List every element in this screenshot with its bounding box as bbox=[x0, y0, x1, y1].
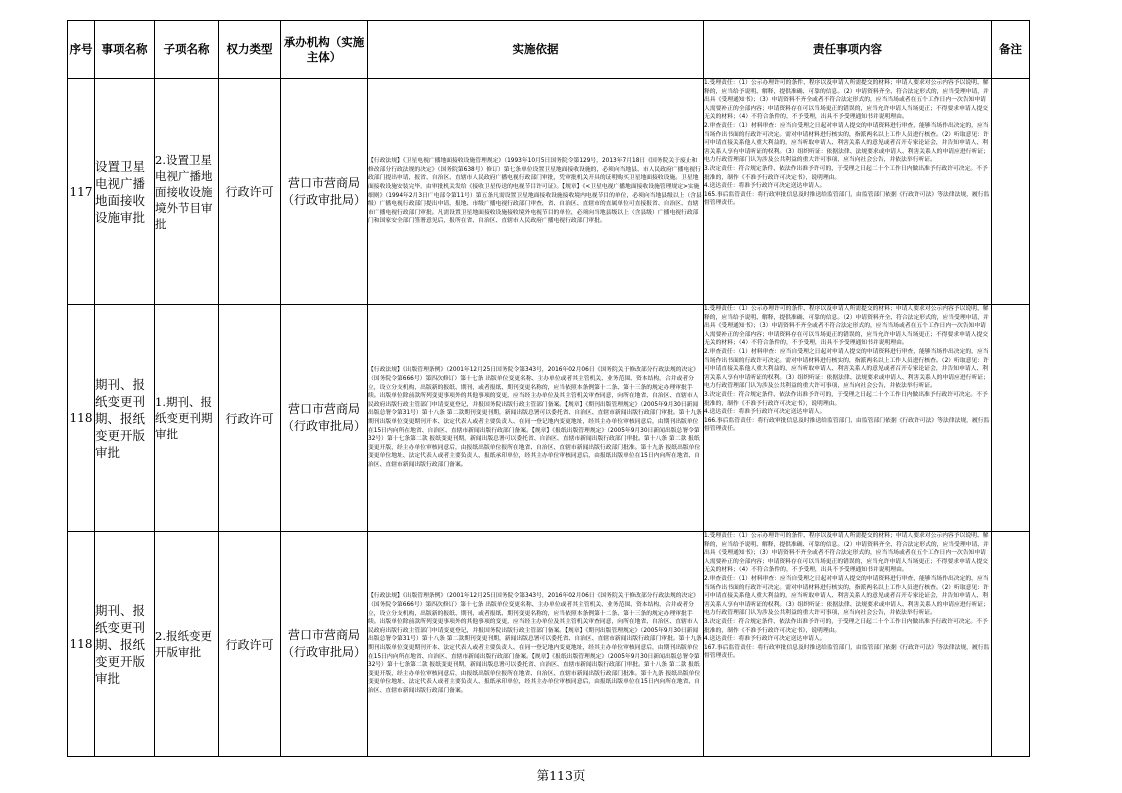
row-power-type: 行政许可 bbox=[219, 305, 281, 532]
row-sub-item: 2.报纸变更开版审批 bbox=[155, 532, 219, 757]
row-item-name: 期刊、报纸变更刊期、报纸变更开版审批 bbox=[95, 305, 155, 532]
row-basis: 【行政法规】《卫星电视广播地面接收设施管理规定》（1993年10月5日国务院令第129号，2013年7月18日《国务院关于废止和修改部分行政法规的决定》（国务院第638号）修订）第七条单位设置卫星地面接收设施的，必须向当地县、市人民政府广播电视行政部门提出申请，报省、自治区、直辖市人民政府广播电视行政部门审批，凭审批机关开具的证明购买卫星地面接收设施。卫星地面接收设施安装完毕，由审批机关发给《接收卫星传送的电视节目许可证》。【规章】《<卫星电视广播地面接收设施管理规定>实施细则》（1994年2月3日广电部令第11号）第五条凡需设置卫星地面接收设施接收境内电视节目的单位，必须向当地县级以上（含县级）广播电视行政部门提出申请，报地、市级广播电视行政部门审查，省、自治区、直辖市的直属单位可直接报省、自治区、直辖市广播电视行政部门审批。凡需设置卫星地面接收设施接收境外电视节目的单位，必须向当地县级以上（含县级）广播电视行政部门和国家安全部门签署意见后，报所在省、自治区、直辖市人民政府广播电视行政部门审批。 bbox=[368, 158, 702, 225]
row-sub-item: 2.设置卫星电视广播地面接收设施境外节目审批 bbox=[155, 79, 219, 305]
row-basis-cell bbox=[368, 305, 704, 532]
header-sub-item: 子项名称 bbox=[155, 21, 219, 79]
row-basis: 【行政法规】《出版管理条例》（2001年12月25日国务院令第343号，2016年02月06日《国务院关于修改部分行政法规的决定》（国务院令第666号）第四次修订）第十七条 出版单位变更名称、主办单位或者其主管机关、业务范围、资本结构，合并或者分立，设立分支机构，出版新的报纸、期刊，或者报纸、期刊变更名称的，应当依照本条例第十二条、第十三条的规定办理审批手续。出版单位除前款所列变更事项外的其他事项的变更，应当经主办单位及其主管机关审查同意，向所在地省、自治区、直辖市人民政府出版行政主管部门申请变更登记，并报国务院出版行政主管部门备案。【规章】《期刊出版管理规定》（2005年9月30日新闻出版总署令第31号）第十八条 第二款期刊变更刊期，新闻出版总署可以委托省、自治区、直辖市新闻出版行政部门审批。第十九条 期刊出版单位变更期刊开本、法定代表人或者主要负责人、在同一登记地内变更地址，经其主办单位审核同意后，由期刊出版单位在15日内向所在地省、自治区、直辖市新闻出版行政部门备案。【规章】《报纸出版管理规定》（2005年9月30日新闻出版总署令第32号）第十七条第二款 报纸变更刊期，新闻出版总署可以委托省、自治区、直辖市新闻出版行政部门审批。第十八条 第二款 报纸变更开版，经主办单位审核同意后，由报纸出版单位报所在地省、自治区、直辖市新闻出版行政部门批准。第十九条 报纸出版单位变更单位地址、法定代表人或者主要负责人、报纸承印单位，经其主办单位审核同意后，由报纸出版单位在15日内向所在地省、自治区、直辖市新闻出版行政部门备案。 bbox=[368, 593, 704, 694]
row-org: 营口市营商局（行政审批局） bbox=[281, 532, 368, 757]
permission-table bbox=[67, 20, 1030, 757]
row-power-type: 行政许可 bbox=[219, 79, 281, 305]
row-seq: 118 bbox=[68, 305, 95, 532]
row-basis: 【行政法规】《出版管理条例》（2001年12月25日国务院令第343号，2016年02月06日《国务院关于修改部分行政法规的决定》（国务院令第666号）第四次修订）第十七条 出版单位变更名称、主办单位或者其主管机关、业务范围、资本结构，合并或者分立，设立分支机构，出版新的报纸、期刊，或者报纸、期刊变更名称的，应当依照本条例第十二条、第十三条的规定办理审批手续。出版单位除前款所列变更事项外的其他事项的变更，应当经主办单位及其主管机关审查同意，向所在地省、自治区、直辖市人民政府出版行政主管部门申请变更登记，并报国务院出版行政主管部门备案。【规章】《期刊出版管理规定》（2005年9月30日新闻出版总署令第31号）第十八条 第二款期刊变更刊期，新闻出版总署可以委托省、自治区、直辖市新闻出版行政部门审批。第十九条 期刊出版单位变更期刊开本、法定代表人或者主要负责人、在同一登记地内变更地址，经其主办单位审核同意后，由期刊出版单位在15日内向所在地省、自治区、直辖市新闻出版行政部门备案。【规章】《报纸出版管理规定》（2005年9月30日新闻出版总署令第32号）第十七条第二款 报纸变更刊期，新闻出版总署可以委托省、自治区、直辖市新闻出版行政部门审批。第十八条 第二款 报纸变更开版，经主办单位审核同意后，由报纸出版单位报所在地省、自治区、直辖市新闻出版行政部门批准。第十九条 报纸出版单位变更单位地址、法定代表人或者主要负责人、报纸承印单位，经其主办单位审核同意后，由报纸出版单位在15日内向所在地省、自治区、直辖市新闻出版行政部门备案。 bbox=[368, 367, 704, 468]
header-basis: 实施依据 bbox=[368, 21, 704, 79]
header-seq: 序号 bbox=[68, 21, 95, 79]
header-item-name: 事项名称 bbox=[95, 21, 155, 79]
row-seq: 118 bbox=[68, 532, 95, 757]
row-responsibility-cell bbox=[704, 305, 992, 532]
row-basis-cell bbox=[368, 79, 704, 305]
page-number: 第113页 bbox=[536, 768, 586, 783]
row-item-name: 期刊、报纸变更刊期、报纸变更开版审批 bbox=[95, 532, 155, 757]
header-note: 备注 bbox=[992, 21, 1030, 79]
header-responsibility: 责任事项内容 bbox=[704, 21, 992, 79]
header-org: 承办机构（实施主体） bbox=[281, 21, 368, 79]
row-basis-cell bbox=[368, 532, 704, 757]
row-item-name: 设置卫星电视广播地面接收设施审批 bbox=[95, 79, 155, 305]
row-org: 营口市营商局（行政审批局） bbox=[281, 305, 368, 532]
table-row bbox=[68, 305, 1030, 532]
row-responsibility: 1.受理责任：（1）公示办理许可的条件、程序以及申请人所需提交的材料；申请人要求对公示内容予以说明、解释的，应当给予说明、解释，提供准确、可靠的信息。（2）申请资料齐全、符合法定形式的，应当受理申请，并出具《受理通知书》；（3）申请资料不齐全或者不符合法定形式的，应当当场或者在五个工作日内一次告知申请人需要补正的全部内容；申请资料存在可以当场更正的错误的，应当允许申请人当场更正；不得要求申请人提交无关的材料；（4）不符合条件的，不予受理，出具不予受理通知书并说明理由。 2.审查责任：（1）材料审查：应当自受理之日起对申请人提交的申请资料进行审查，能够当场作出决定的，应当当场作出书面的行政许可决定。需对申请材料进行核实的，指派两名以上工作人员进行核查。（2）听取意见：许可申请直接关系他人重大利益的，应当听取申请人、利害关系人的意见或者召开专家论证会，并告知申请人、利害关系人享有申请听证的权利。（3）组织听证：依据法律、法规要求或申请人、利害关系人的申请应进行听证；电力行政管理部门认为涉及公共利益的重大许可事项，应当向社会公告，并依法举行听证。 3.决定责任：符合规定条件、依法作出准予许可的，于受理之日起二十个工作日内做出准予行政许可决定。不予批准的，制作《不准予行政许可决定书》，说明理由。 4.送达责任：将准予行政许可决定送达申请人。 165.事后监管责任：将行政审批信息及时推送给监管部门，由监管部门依据《行政许可法》等法律法规，履行监督管理责任。 bbox=[704, 80, 990, 207]
header-row bbox=[68, 21, 1030, 79]
row-power-type: 行政许可 bbox=[219, 532, 281, 757]
table-row bbox=[68, 532, 1030, 757]
row-responsibility: 1.受理责任：（1）公示办理许可的条件、程序以及申请人所需提交的材料；申请人要求对公示内容予以说明、解释的，应当给予说明、解释，提供准确、可靠的信息。（2）申请资料齐全、符合法定形式的，应当受理申请，并出具《受理通知书》；（3）申请资料不齐全或者不符合法定形式的，应当当场或者在五个工作日内一次告知申请人需要补正的全部内容；申请资料存在可以当场更正的错误的，应当允许申请人当场更正；不得要求申请人提交无关的材料；（4）不符合条件的，不予受理，出具不予受理通知书并说明理由。 2.审查责任：（1）材料审查：应当自受理之日起对申请人提交的申请资料进行审查，能够当场作出决定的，应当当场作出书面的行政许可决定。需对申请材料进行核实的，指派两名以上工作人员进行核查。（2）听取意见：许可申请直接关系他人重大利益的，应当听取申请人、利害关系人的意见或者召开专家论证会，并告知申请人、利害关系人享有申请听证的权利。（3）组织听证：依据法律、法规要求或申请人、利害关系人的申请应进行听证；电力行政管理部门认为涉及公共利益的重大许可事项，应当向社会公告，并依法举行听证。 3.决定责任：符合规定条件、依法作出准予许可的，于受理之日起二十个工作日内做出准予行政许可决定。不予批准的，制作《不准予行政许可决定书》，说明理由。 4.送达责任：将准予行政许可决定送达申请人。 167.事后监管责任：将行政审批信息及时推送给监管部门，由监管部门依据《行政许可法》等法律法规，履行监督管理责任。 bbox=[704, 533, 990, 660]
row-seq: 117 bbox=[68, 79, 95, 305]
row-note bbox=[992, 532, 1030, 757]
row-org: 营口市营商局（行政审批局） bbox=[281, 79, 368, 305]
row-responsibility-cell bbox=[704, 532, 992, 757]
row-note bbox=[992, 79, 1030, 305]
row-responsibility: 1.受理责任：（1）公示办理许可的条件、程序以及申请人所需提交的材料；申请人要求对公示内容予以说明、解释的，应当给予说明、解释，提供准确、可靠的信息。（2）申请资料齐全、符合法定形式的，应当受理申请，并出具《受理通知书》；（3）申请资料不齐全或者不符合法定形式的，应当当场或者在五个工作日内一次告知申请人需要补正的全部内容；申请资料存在可以当场更正的错误的，应当允许申请人当场更正；不得要求申请人提交无关的材料；（4）不符合条件的，不予受理，出具不予受理通知书并说明理由。 2.审查责任：（1）材料审查：应当自受理之日起对申请人提交的申请资料进行审查，能够当场作出决定的，应当当场作出书面的行政许可决定。需对申请材料进行核实的，指派两名以上工作人员进行核查。（2）听取意见：许可申请直接关系他人重大利益的，应当听取申请人、利害关系人的意见或者召开专家论证会，并告知申请人、利害关系人享有申请听证的权利。（3）组织听证：依据法律、法规要求或申请人、利害关系人的申请应进行听证；电力行政管理部门认为涉及公共利益的重大许可事项，应当向社会公告，并依法举行听证。 3.决定责任：符合规定条件、依法作出准予许可的，于受理之日起二十个工作日内做出准予行政许可决定。不予批准的，制作《不准予行政许可决定书》，说明理由。 4.送达责任：将准予行政许可决定送达申请人。 166.事后监管责任：将行政审批信息及时推送给监管部门，由监管部门依据《行政许可法》等法律法规，履行监督管理责任。 bbox=[704, 306, 990, 433]
table-row bbox=[68, 79, 1030, 305]
row-note bbox=[992, 305, 1030, 532]
row-responsibility-cell bbox=[704, 79, 992, 305]
header-power-type: 权力类型 bbox=[219, 21, 281, 79]
row-sub-item: 1.期刊、报纸变更刊期审批 bbox=[155, 305, 219, 532]
